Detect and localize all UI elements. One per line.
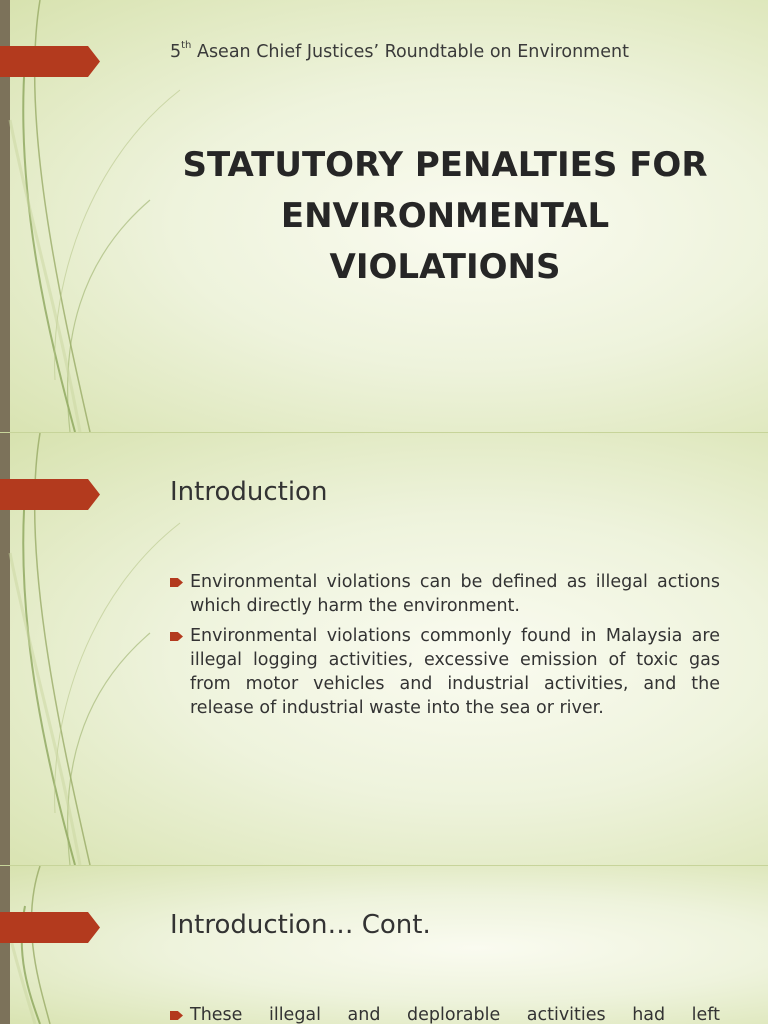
title-line: ENVIRONMENTAL — [280, 196, 610, 236]
swoosh-decoration — [0, 866, 200, 1024]
arrow-tab — [0, 46, 100, 77]
section-heading: Introduction… Cont. — [170, 910, 431, 940]
title-line: STATUTORY PENALTIES FOR — [182, 145, 708, 185]
bullet-arrow-icon — [170, 1011, 183, 1020]
bullet-list — [170, 570, 720, 726]
bullet-list — [170, 1003, 720, 1024]
arrow-tab — [0, 912, 100, 943]
bullet-item: These illegal and deplorable activities had left — [170, 1003, 720, 1024]
section-heading: Introduction — [170, 477, 328, 507]
slide-introduction-cont — [0, 866, 768, 1024]
bullet-item: Environmental violations can be defined as illegal actions which directly harm the environment. — [170, 570, 720, 618]
event-header: 5th Asean Chief Justices’ Roundtable on Environment — [170, 40, 629, 62]
slide-title — [0, 0, 768, 432]
slide-title-text — [180, 140, 710, 293]
arrow-tab — [0, 479, 100, 510]
bullet-item: Environmental violations commonly found in Malaysia are illegal logging activities, excessive emission of toxic gas from motor vehicles and industrial activities, and the release of industrial waste into the sea or river. — [170, 624, 720, 720]
title-line: VIOLATIONS — [329, 247, 561, 287]
bullet-arrow-icon — [170, 632, 183, 641]
bullet-arrow-icon — [170, 578, 183, 587]
slide-introduction — [0, 433, 768, 865]
